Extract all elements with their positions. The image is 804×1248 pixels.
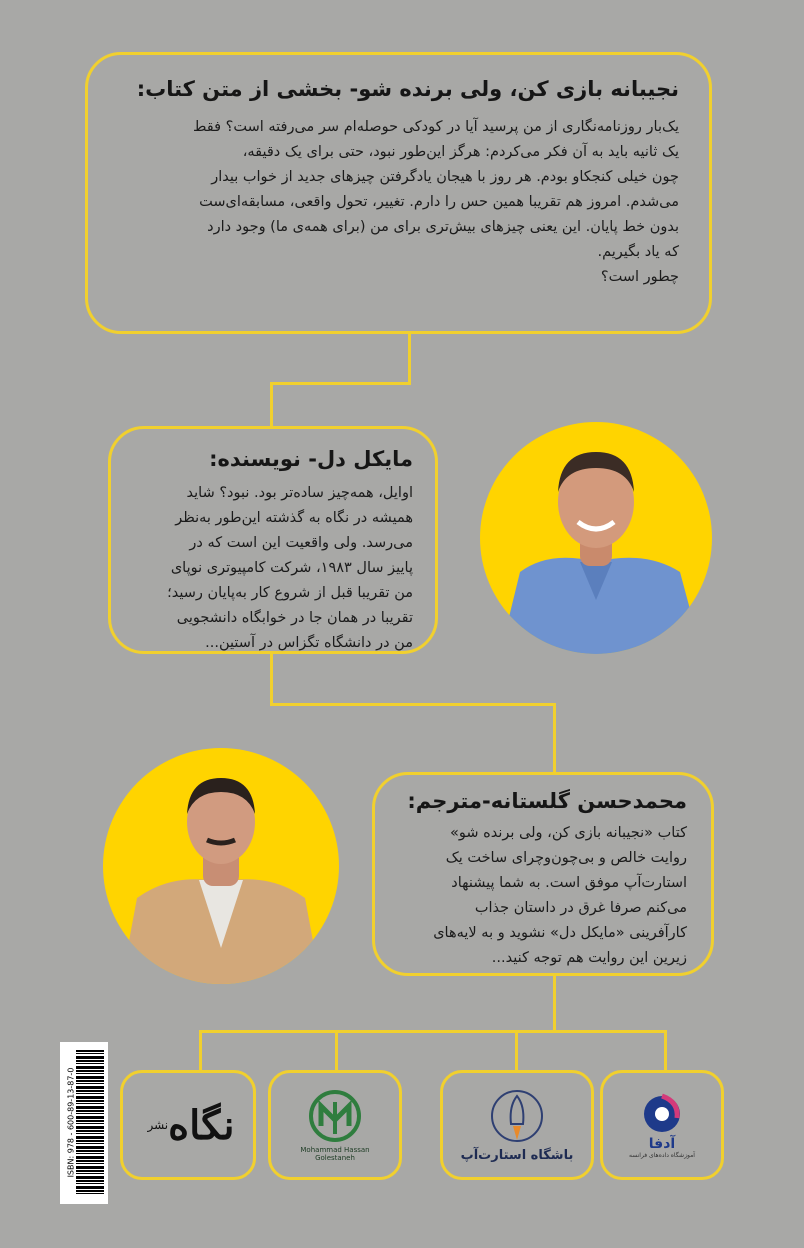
excerpt-line: یک ثانیه باید به آن فکر می‌کردم: هرگز این‌طور نبود، حتی برای یک دقیقه، — [242, 144, 679, 160]
translator-line: زیرین این روایت هم توجه کنید... — [491, 950, 687, 966]
translator-line: استارت‌آپ موفق است. به شما پیشنهاد — [451, 875, 687, 891]
author-line: می‌رسد. ولی واقعیت این است که در — [189, 535, 413, 551]
connector — [199, 1030, 202, 1072]
connector — [270, 652, 273, 706]
translator-line: کتاب «نجیبانه بازی کن، ولی برنده شو» — [450, 825, 687, 841]
connector — [553, 703, 556, 775]
connector — [553, 974, 556, 1032]
author-title: مایکل دل- نویسنده: — [209, 447, 413, 471]
author-box — [108, 426, 438, 654]
adfa-label: آدفا — [648, 1135, 676, 1152]
negah-logo-text: نگاه — [168, 1101, 235, 1149]
connector — [335, 1030, 338, 1072]
author-line: پاییز سال ۱۹۸۳، شرکت کامپیوتری نوپای — [170, 560, 413, 576]
startup-label: باشگاه استارت‌آپ — [460, 1147, 574, 1163]
mh-surname: Golestaneh — [315, 1154, 355, 1162]
translator-line: می‌کنم صرفا غرق در داستان جذاب — [474, 900, 687, 916]
connector — [199, 1030, 666, 1033]
author-line: تقریبا در همان جا در خوابگاه دانشجویی — [176, 610, 413, 626]
negah-small-text: نشر — [147, 1118, 169, 1132]
excerpt-box — [85, 52, 712, 334]
excerpt-line: چون خیلی کنجکاو بودم. هر روز با هیجان یادگرفتن چیزهای جدید از خواب بیدار — [211, 169, 679, 185]
mh-name: Mohammad Hassan — [300, 1146, 370, 1154]
connector — [270, 382, 411, 385]
connector — [664, 1030, 667, 1072]
author-line: من تقریبا قبل از شروع کار به‌پایان رسید؛ — [167, 585, 413, 601]
barcode-bars — [76, 1050, 104, 1196]
connector — [408, 332, 411, 384]
translator-line: روایت خالص و بی‌چون‌وچرای ساخت یک — [445, 850, 687, 866]
connector — [515, 1030, 518, 1072]
excerpt-line: بدون خط پایان. این یعنی چیزهای بیش‌تری برای من (برای همه‌ی ما) وجود دارد — [207, 219, 679, 235]
excerpt-line: که یاد بگیریم. — [597, 244, 679, 260]
isbn-barcode — [60, 1042, 108, 1204]
translator-photo — [103, 748, 339, 984]
isbn-text: ISBN: 978 - 600-89-13-87-0 — [66, 1067, 76, 1178]
logo-adfa — [600, 1070, 724, 1180]
excerpt-line: چطور است؟ — [600, 269, 679, 285]
connector — [270, 703, 556, 706]
excerpt-line: یک‌بار روزنامه‌نگاری از من پرسید آیا در کودکی حوصله‌ام سر می‌رفته است؟ فقط — [193, 119, 679, 135]
author-photo — [480, 422, 712, 654]
logo-startup-club — [440, 1070, 594, 1180]
adfa-emblem-icon — [639, 1092, 685, 1136]
author-line: من در دانشگاه تگزاس در آستین... — [205, 635, 413, 651]
author-line: اوایل، همه‌چیز ساده‌تر بود. نبود؟ شاید — [186, 485, 413, 501]
connector — [270, 382, 273, 428]
mh-emblem-icon — [305, 1088, 365, 1144]
rocket-icon — [489, 1088, 545, 1146]
translator-title: محمدحسن گلستانه-مترجم: — [407, 789, 687, 813]
logo-mh-golestaneh — [268, 1070, 402, 1180]
excerpt-line: می‌شدم. امروز هم تقریبا همین حس را دارم. تغییر، تحول واقعی، مسابقه‌ای‌ست — [199, 194, 679, 210]
excerpt-title: نجیبانه بازی کن، ولی برنده شو- بخشی از متن کتاب: — [136, 77, 679, 101]
logo-negah — [120, 1070, 256, 1180]
adfa-sub: آموزشگاه داده‌های فرانسه — [629, 1151, 695, 1159]
translator-line: کارآفرینی «مایکل دل» نشوید و به لایه‌های — [433, 925, 687, 941]
author-line: همیشه در نگاه به گذشته این‌طور به‌نظر — [175, 510, 413, 526]
translator-box — [372, 772, 714, 976]
